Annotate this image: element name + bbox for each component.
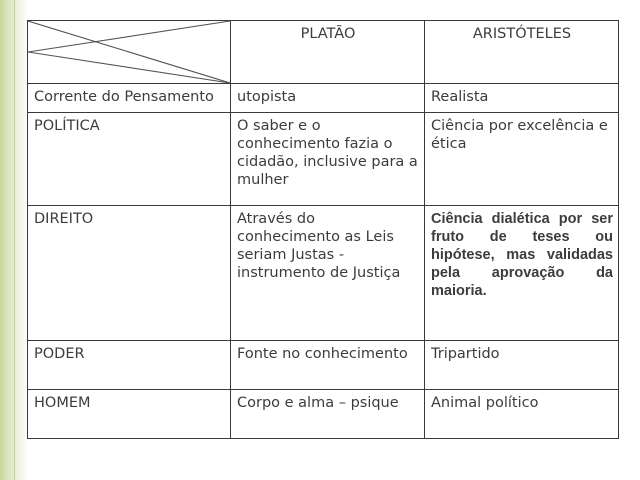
table-row bbox=[28, 113, 619, 206]
cell-aristoteles: Ciência dialética por ser fruto de teses ou hipótese, mas validadas pela aprovação da maioria. bbox=[425, 206, 619, 341]
table-row bbox=[28, 390, 619, 439]
row-label: DIREITO bbox=[28, 206, 231, 341]
cell-platao: Através do conhecimento as Leis seriam Justas - instrumento de Justiça bbox=[231, 206, 425, 341]
cell-aristoteles: Realista bbox=[425, 84, 619, 113]
header-aristoteles: ARISTÓTELES bbox=[425, 21, 619, 84]
row-label: POLÍTICA bbox=[28, 113, 231, 206]
row-label: HOMEM bbox=[28, 390, 231, 439]
row-label: Corrente do Pensamento bbox=[28, 84, 231, 113]
table-row bbox=[28, 206, 619, 341]
table-row bbox=[28, 341, 619, 390]
cell-aristoteles: Animal político bbox=[425, 390, 619, 439]
comparison-table bbox=[27, 20, 619, 439]
header-row bbox=[28, 21, 619, 84]
slide-edge-line bbox=[14, 0, 15, 480]
cell-platao: Fonte no conhecimento bbox=[231, 341, 425, 390]
cell-aristoteles: Tripartido bbox=[425, 341, 619, 390]
row-label: PODER bbox=[28, 341, 231, 390]
corner-cell bbox=[28, 21, 231, 84]
table-row bbox=[28, 84, 619, 113]
cell-platao: Corpo e alma – psique bbox=[231, 390, 425, 439]
cell-platao: utopista bbox=[231, 84, 425, 113]
diagonal-lines-graphic bbox=[28, 21, 230, 83]
header-platao: PLATÃO bbox=[231, 21, 425, 84]
cell-aristoteles: Ciência por excelência e ética bbox=[425, 113, 619, 206]
cell-platao: O saber e o conhecimento fazia o cidadão, inclusive para a mulher bbox=[231, 113, 425, 206]
